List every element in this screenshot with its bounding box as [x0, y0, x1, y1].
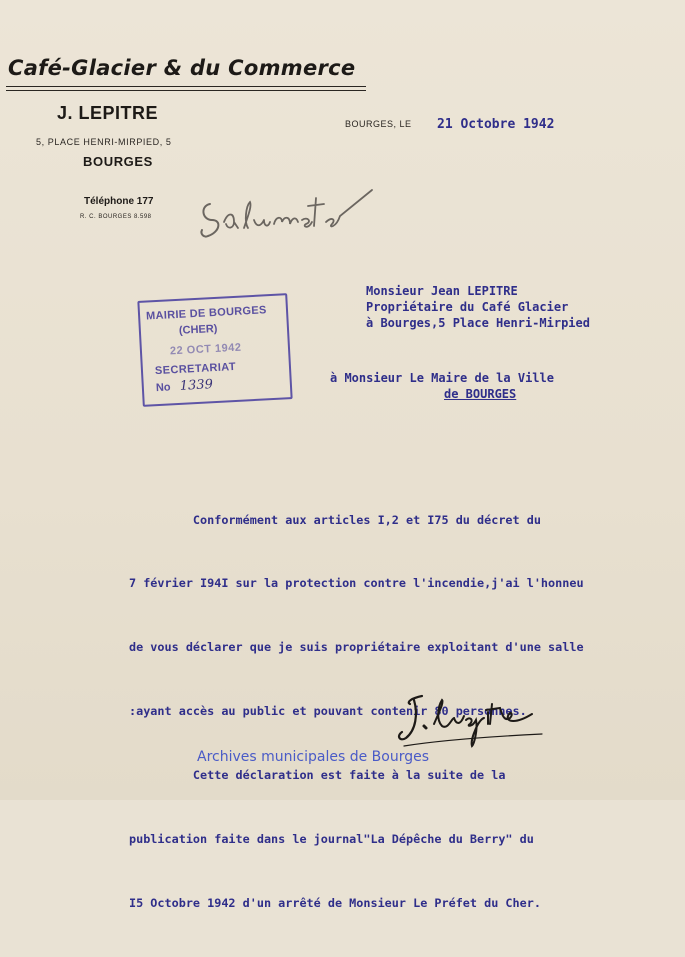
body-line: Cette déclaration est faite à la suite de la [129, 768, 506, 783]
archive-credit-watermark: Archives municipales de Bourges [197, 749, 429, 765]
recipient-line: à Monsieur Le Maire de la Ville [330, 371, 554, 385]
body-line: 7 février I94I sur la protection contre l'incendie,j'ai l'honneu [129, 576, 584, 591]
body-line: de vous déclarer que je suis propriétaire exploitant d'une salle [129, 640, 584, 655]
letterhead-city: BOURGES [83, 154, 153, 169]
body-line: I5 Octobre 1942 d'un arrêté de Monsieur Le Préfet du Cher. [129, 895, 541, 910]
sender-line: Monsieur Jean LEPITRE [366, 284, 518, 298]
recipient-block [330, 370, 554, 402]
sender-block [366, 283, 590, 331]
letterhead-address: 5, PLACE HENRI-MIRPIED, 5 [36, 137, 172, 147]
stamp-line-no: No [155, 381, 171, 395]
mairie-stamp [137, 293, 292, 407]
body-line: publication faite dans le journal"La Dépêche du Berry" du [129, 832, 534, 847]
letterhead-phone: Téléphone 177 [84, 196, 154, 207]
body-line: Conformément aux articles I,2 et I75 du décret du [129, 512, 541, 527]
pencil-annotation [196, 176, 376, 246]
letterhead-owner: J. LEPITRE [57, 103, 159, 123]
stamp-line-secretariat: SECRETARIAT [154, 360, 237, 378]
letterhead-rule-thin [6, 90, 366, 91]
dateline-date: 21 Octobre 1942 [437, 117, 555, 132]
stamp-frame [137, 293, 292, 407]
recipient-line: de BOURGES [444, 387, 517, 401]
stamp-line-mairie: MAIRIE DE BOURGES [145, 304, 267, 323]
handwritten-signature [392, 690, 552, 750]
stamp-number: 1339 [179, 377, 214, 394]
stamp-line-cher: (CHER) [178, 322, 218, 337]
dateline-place: BOURGES, LE [345, 119, 412, 129]
sender-line: à Bourges,5 Place Henri-Mirpied [366, 316, 590, 330]
letterhead-rule [6, 86, 366, 87]
letterhead-registry: R. C. BOURGES 8.598 [80, 214, 152, 220]
sender-line: Propriétaire du Café Glacier [366, 300, 569, 314]
letterhead-brand: Café-Glacier & du Commerce [8, 56, 356, 80]
stamp-line-date: 22 OCT 1942 [169, 341, 242, 358]
body-line: :ayant accès au public et pouvant contenir 80 personnes. [129, 704, 527, 719]
